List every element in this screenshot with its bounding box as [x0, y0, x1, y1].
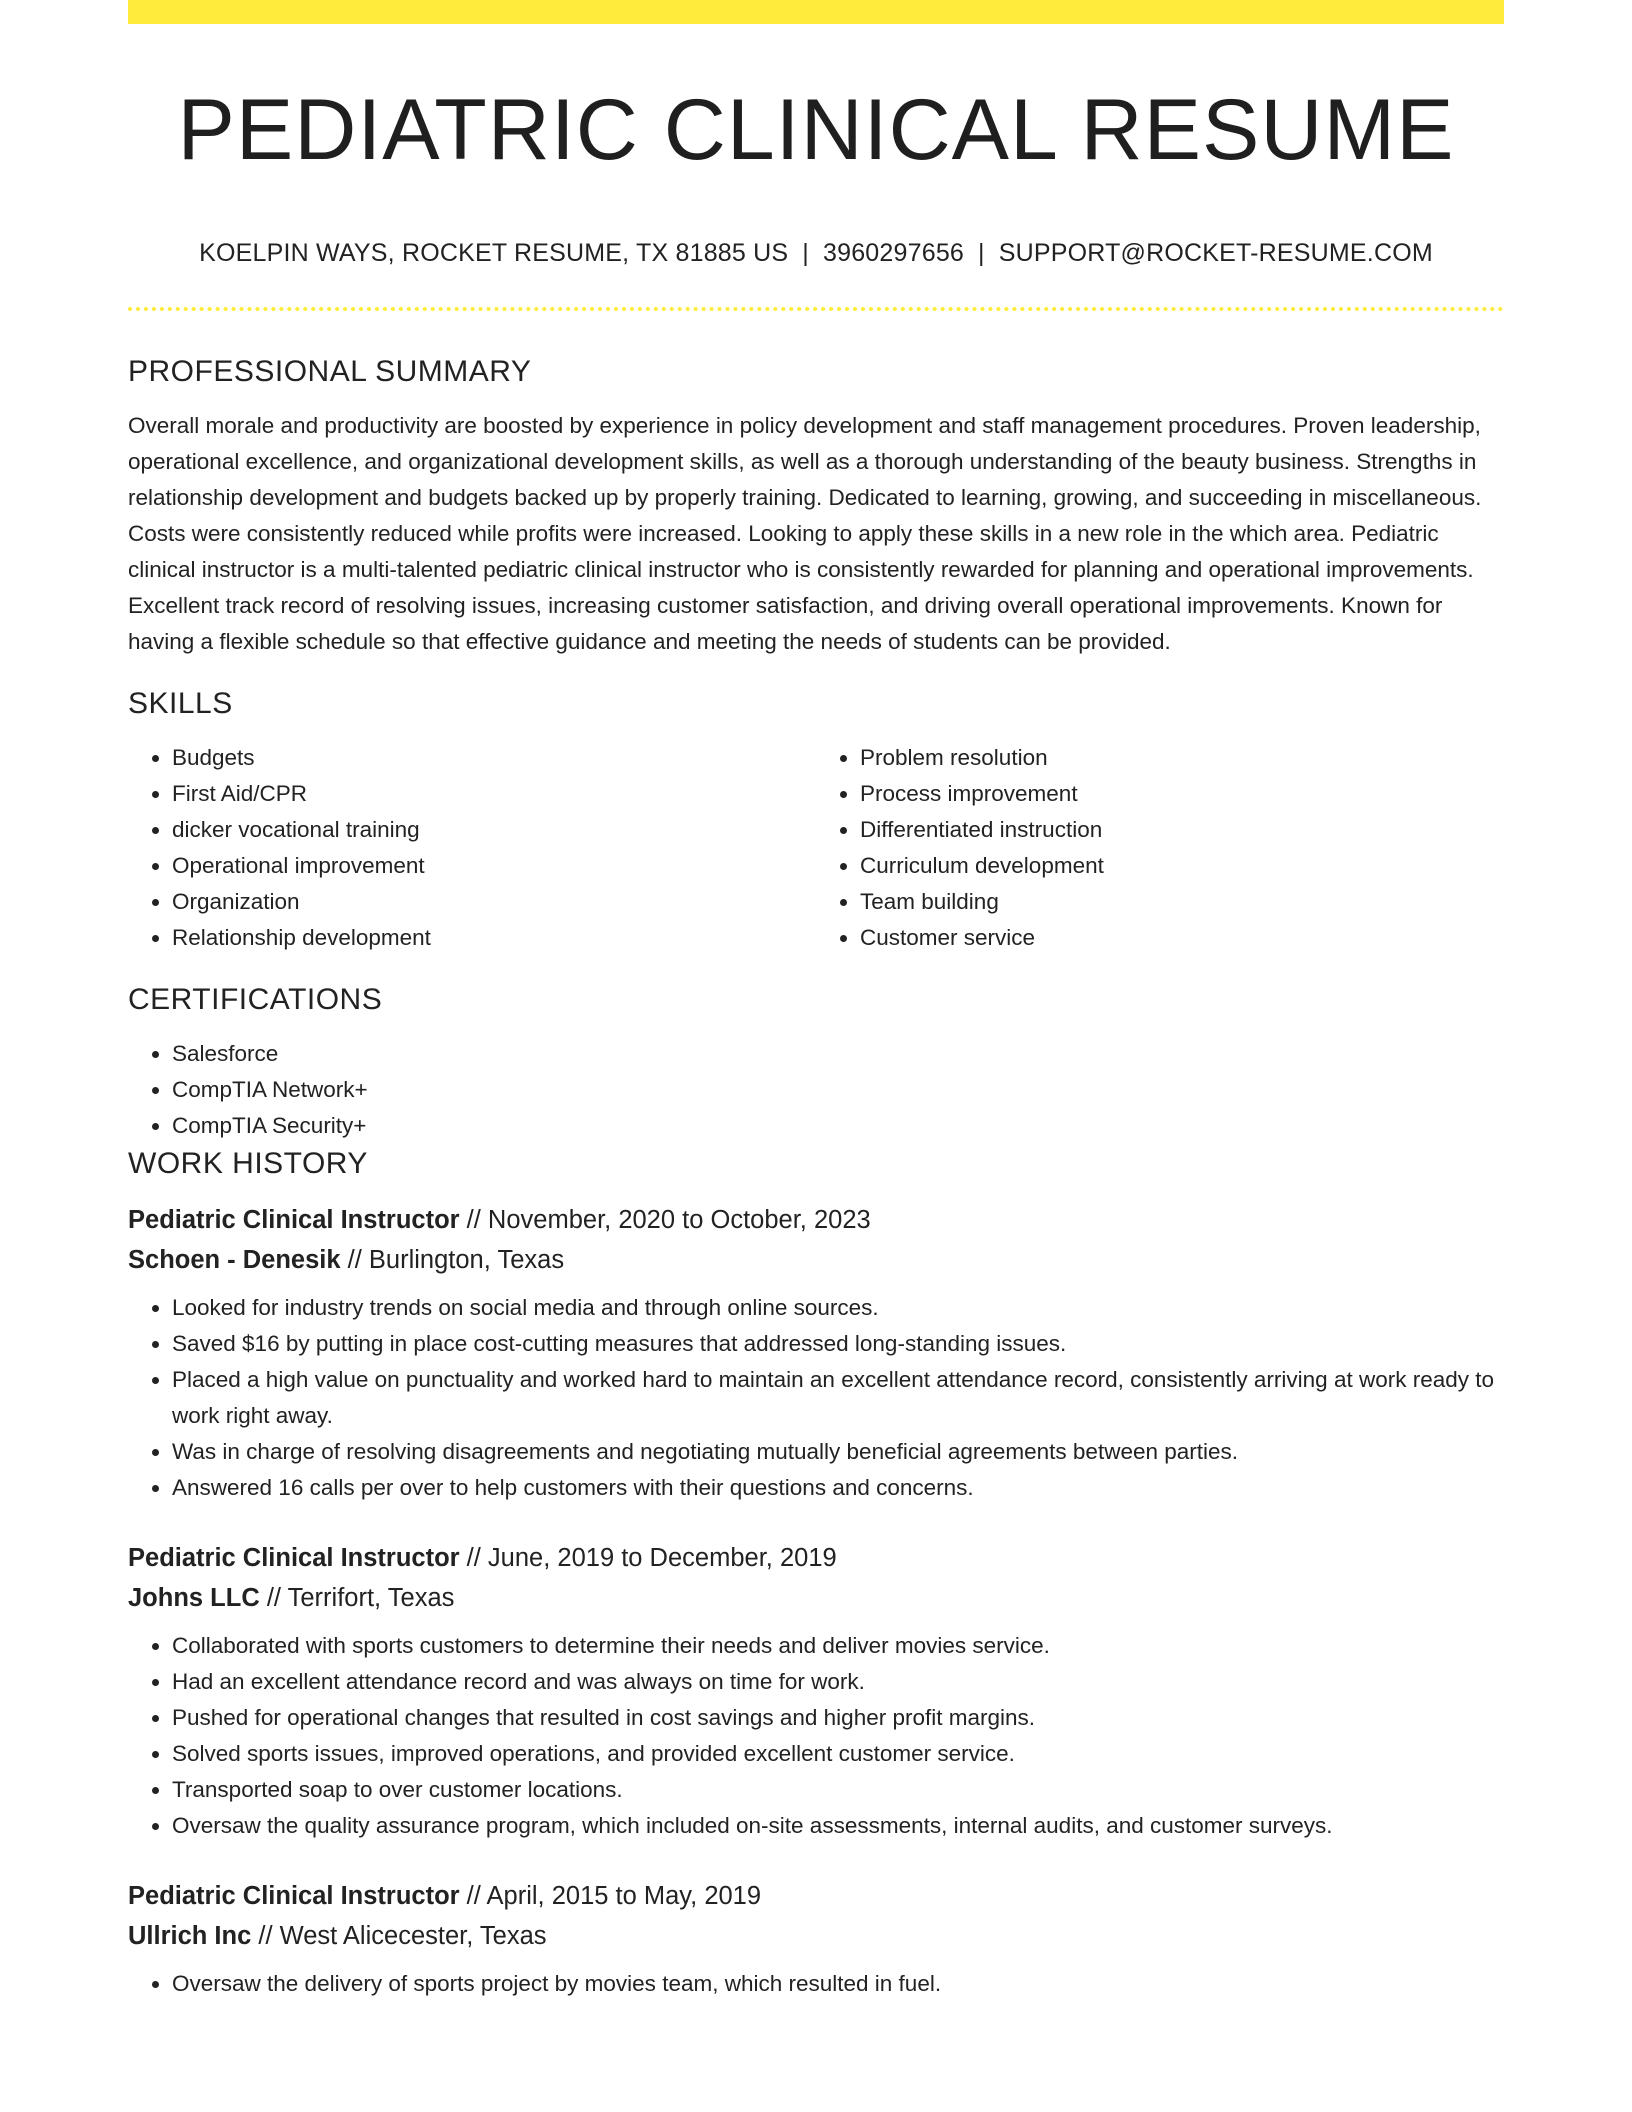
work-history-section [128, 1144, 1504, 2002]
job-bullet: • Transported soap to over customer locations. [172, 1772, 1504, 1808]
job-entry [128, 1200, 1504, 1506]
skill-item: • Organization [172, 884, 816, 920]
skill-item: • Customer service [860, 920, 1504, 956]
skill-item: • Team building [860, 884, 1504, 920]
job-company: Ullrich Inc [128, 1922, 252, 1950]
email: SUPPORT@ROCKET-RESUME.COM [998, 239, 1433, 267]
address: KOELPIN WAYS, ROCKET RESUME, TX 81885 US [199, 239, 789, 267]
skill-item: • dicker vocational training [172, 812, 816, 848]
skills-columns [128, 740, 1504, 956]
job-location: // West Alicecester, Texas [251, 1922, 547, 1950]
job-role: Pediatric Clinical Instructor [128, 1206, 460, 1234]
skills-left-list [128, 740, 816, 956]
job-bullet: • Answered 16 calls per over to help customers with their questions and concerns. [172, 1470, 1504, 1506]
section-title: WORK HISTORY [128, 1147, 368, 1180]
skill-item: • Curriculum development [860, 848, 1504, 884]
section-title: PROFESSIONAL SUMMARY [128, 355, 532, 388]
job-dates: // April, 2015 to May, 2019 [459, 1882, 762, 1910]
certification-item: • CompTIA Security+ [172, 1108, 1504, 1144]
skill-item: • First Aid/CPR [172, 776, 816, 812]
skill-item: • Problem resolution [860, 740, 1504, 776]
job-bullet: • Pushed for operational changes that resulted in cost savings and higher profit margins. [172, 1700, 1504, 1736]
job-location: // Burlington, Texas [340, 1246, 565, 1274]
job-company-line [128, 1578, 1504, 1618]
resume-title: PEDIATRIC CLINICAL RESUME [177, 82, 1455, 178]
accent-bar [128, 0, 1504, 24]
job-title-line [128, 1538, 1504, 1578]
section-title: CERTIFICATIONS [128, 983, 383, 1016]
job-bullet: • Oversaw the quality assurance program, which included on-site assessments, internal audits, and customer surveys. [172, 1808, 1504, 1844]
skill-item: • Differentiated instruction [860, 812, 1504, 848]
skill-item: • Process improvement [860, 776, 1504, 812]
job-title-line [128, 1200, 1504, 1240]
section-title: SKILLS [128, 687, 233, 720]
job-bullets [128, 1966, 1504, 2002]
resume-content [128, 352, 1504, 2034]
job-location: // Terrifort, Texas [259, 1584, 455, 1612]
phone: 3960297656 [823, 239, 965, 267]
job-dates: // November, 2020 to October, 2023 [459, 1206, 871, 1234]
job-title-line [128, 1876, 1504, 1916]
job-bullet: • Oversaw the delivery of sports project by movies team, which resulted in fuel. [172, 1966, 1504, 2002]
job-entry [128, 1876, 1504, 2002]
skill-item: • Relationship development [172, 920, 816, 956]
job-bullet: • Was in charge of resolving disagreements and negotiating mutually beneficial agreements between parties. [172, 1434, 1504, 1470]
job-bullet: • Looked for industry trends on social media and through online sources. [172, 1290, 1504, 1326]
summary-section [128, 352, 1504, 660]
skill-item: • Budgets [172, 740, 816, 776]
job-entry [128, 1538, 1504, 1844]
certifications-list [128, 1036, 1504, 1144]
separator: | [802, 239, 809, 267]
job-dates: // June, 2019 to December, 2019 [459, 1544, 837, 1572]
job-bullets [128, 1290, 1504, 1506]
job-bullets [128, 1628, 1504, 1844]
job-bullet: • Collaborated with sports customers to determine their needs and deliver movies service. [172, 1628, 1504, 1664]
job-bullet: • Solved sports issues, improved operations, and provided excellent customer service. [172, 1736, 1504, 1772]
job-role: Pediatric Clinical Instructor [128, 1544, 460, 1572]
job-role: Pediatric Clinical Instructor [128, 1882, 460, 1910]
job-company: Schoen - Denesik [128, 1246, 341, 1274]
job-company: Johns LLC [128, 1584, 260, 1612]
job-bullet: • Had an excellent attendance record and was always on time for work. [172, 1664, 1504, 1700]
job-bullet: • Saved $16 by putting in place cost-cutting measures that addressed long-standing issues. [172, 1326, 1504, 1362]
job-company-line [128, 1240, 1504, 1280]
certification-item: • Salesforce [172, 1036, 1504, 1072]
skills-right-list [816, 740, 1504, 956]
job-company-line [128, 1916, 1504, 1956]
dotted-divider [128, 307, 1504, 311]
skill-item: • Operational improvement [172, 848, 816, 884]
skills-section [128, 684, 1504, 956]
contact-line [128, 236, 1504, 270]
certification-item: • CompTIA Network+ [172, 1072, 1504, 1108]
certifications-section [128, 980, 1504, 1144]
separator: | [978, 239, 985, 267]
job-bullet: • Placed a high value on punctuality and worked hard to maintain an excellent attendance record, consistently arriving at work ready to work right away. [172, 1362, 1504, 1434]
summary-text: Overall morale and productivity are boosted by experience in policy development and staff management procedures. Proven leadership, operational excellence, and organizational development skills, as well as a thorough understanding of the beauty business. Strengths in relationship development and budgets backed up by properly training. Dedicated to learning, growing, and succeeding in miscellaneous. Costs were consistently reduced while profits were increased. Looking to apply these skills in a new role in the which area. Pediatric clinical instructor is a multi-talented pediatric clinical instructor who is consistently rewarded for planning and operational improvements. Excellent track record of resolving issues, increasing customer satisfaction, and driving overall operational improvements. Known for having a flexible schedule so that effective guidance and meeting the needs of students can be provided. [128, 413, 1482, 654]
